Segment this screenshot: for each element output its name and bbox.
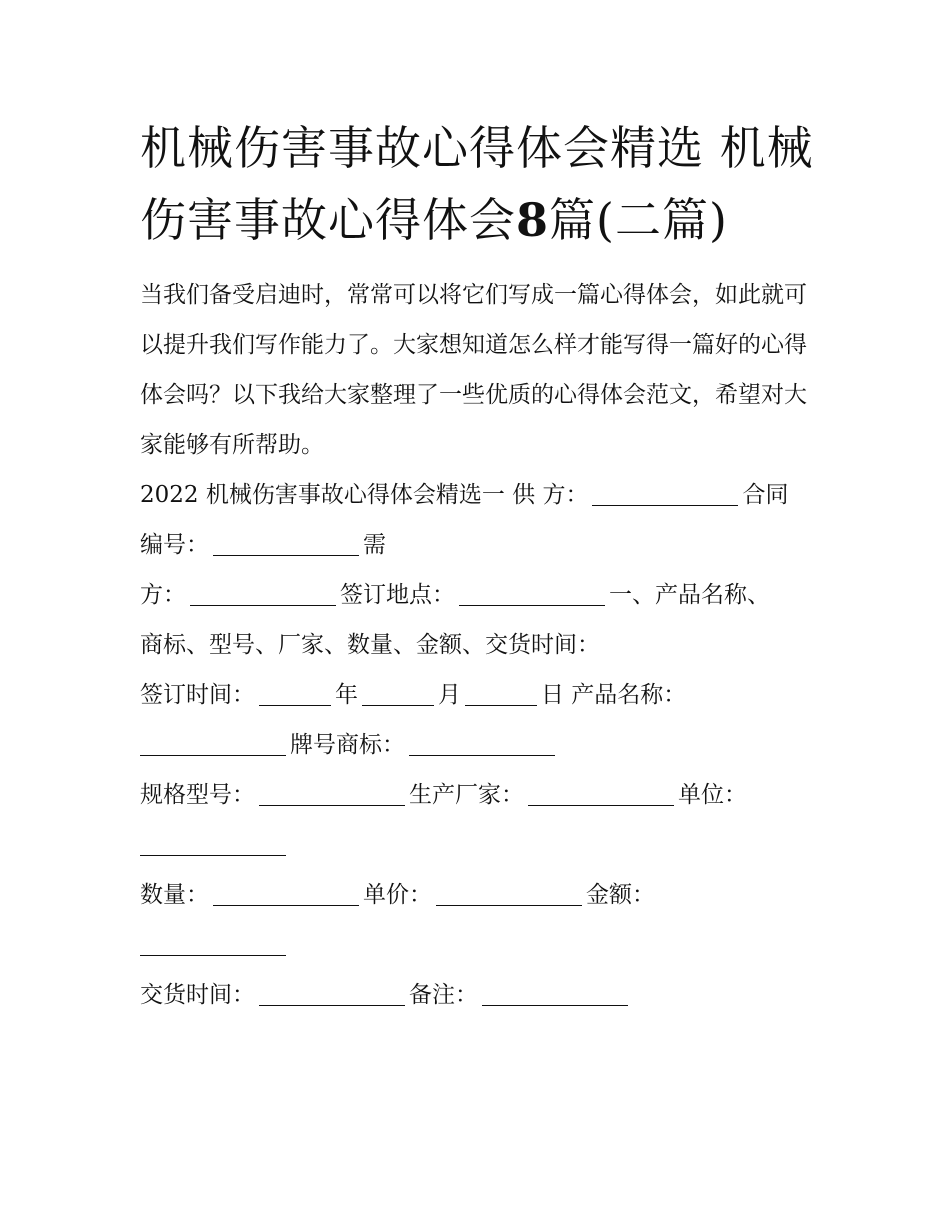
- contract-no-line: [140, 520, 820, 570]
- amount-label: 金额：: [586, 882, 655, 908]
- price-label: 单价：: [363, 882, 432, 908]
- spec-blank: [259, 777, 405, 806]
- year-label: 年: [335, 682, 358, 708]
- contract-heading: 2022 机械伤害事故心得体会精选一 供 方：: [140, 482, 589, 508]
- unit-blank-line: [140, 820, 820, 870]
- maker-blank: [528, 777, 674, 806]
- qty-line: [140, 870, 820, 920]
- sign-place-label: 签订地点：: [340, 582, 455, 608]
- amount-blank: [140, 927, 286, 956]
- spec-line: [140, 770, 820, 820]
- year-blank: [259, 677, 331, 706]
- title-part1: 机械伤害事故心得体会精选 机械伤害事故心得体会: [140, 121, 814, 247]
- price-blank: [436, 877, 582, 906]
- buyer-label-b: 方：: [140, 582, 186, 608]
- contract-heading-line: [140, 470, 820, 520]
- supplier-blank: [592, 477, 738, 506]
- intro-paragraph: 当我们备受启迪时，常常可以将它们写成一篇心得体会，如此就可以提升我们写作能力了。大家想知道怎么样才能写得一篇好的心得体会吗？以下我给大家整理了一些优质的心得体会范文，希望对大家能够有所帮助。: [140, 282, 807, 458]
- qty-blank: [213, 877, 359, 906]
- title-number: 8: [516, 193, 550, 247]
- title-part2: 篇(二篇): [549, 193, 728, 247]
- contract-no-blank: [213, 527, 359, 556]
- maker-label: 生产厂家：: [409, 782, 524, 808]
- note-label: 备注：: [409, 982, 478, 1008]
- delivery-blank: [259, 977, 405, 1006]
- product-name-line: [140, 720, 820, 770]
- day-blank: [465, 677, 537, 706]
- buyer-label-a: 需: [363, 532, 386, 558]
- section-one-cont-line: [140, 620, 820, 670]
- day-label: 日 产品名称：: [541, 682, 687, 708]
- month-label: 月: [438, 682, 461, 708]
- contract-no-label-b: 编号：: [140, 532, 209, 558]
- contract-no-label-a: 合同: [742, 482, 789, 508]
- note-blank: [482, 977, 628, 1006]
- sign-time-line: [140, 670, 820, 720]
- amount-blank-line: [140, 920, 820, 970]
- qty-label: 数量：: [140, 882, 209, 908]
- section-one-label: 一、产品名称、: [609, 582, 770, 608]
- brand-label: 牌号商标：: [290, 732, 405, 758]
- delivery-label: 交货时间：: [140, 982, 255, 1008]
- product-name-blank: [140, 727, 286, 756]
- delivery-line: [140, 970, 820, 1020]
- unit-blank: [140, 827, 286, 856]
- buyer-line: [140, 570, 820, 620]
- month-blank: [362, 677, 434, 706]
- sign-place-blank: [459, 577, 605, 606]
- sign-time-label: 签订时间：: [140, 682, 255, 708]
- unit-label: 单位：: [678, 782, 747, 808]
- section-one-cont: 商标、型号、厂家、数量、金额、交货时间：: [140, 632, 600, 658]
- document-title: [140, 112, 820, 256]
- buyer-blank: [190, 577, 336, 606]
- brand-blank: [409, 727, 555, 756]
- spec-label: 规格型号：: [140, 782, 255, 808]
- document-page: [140, 112, 820, 1020]
